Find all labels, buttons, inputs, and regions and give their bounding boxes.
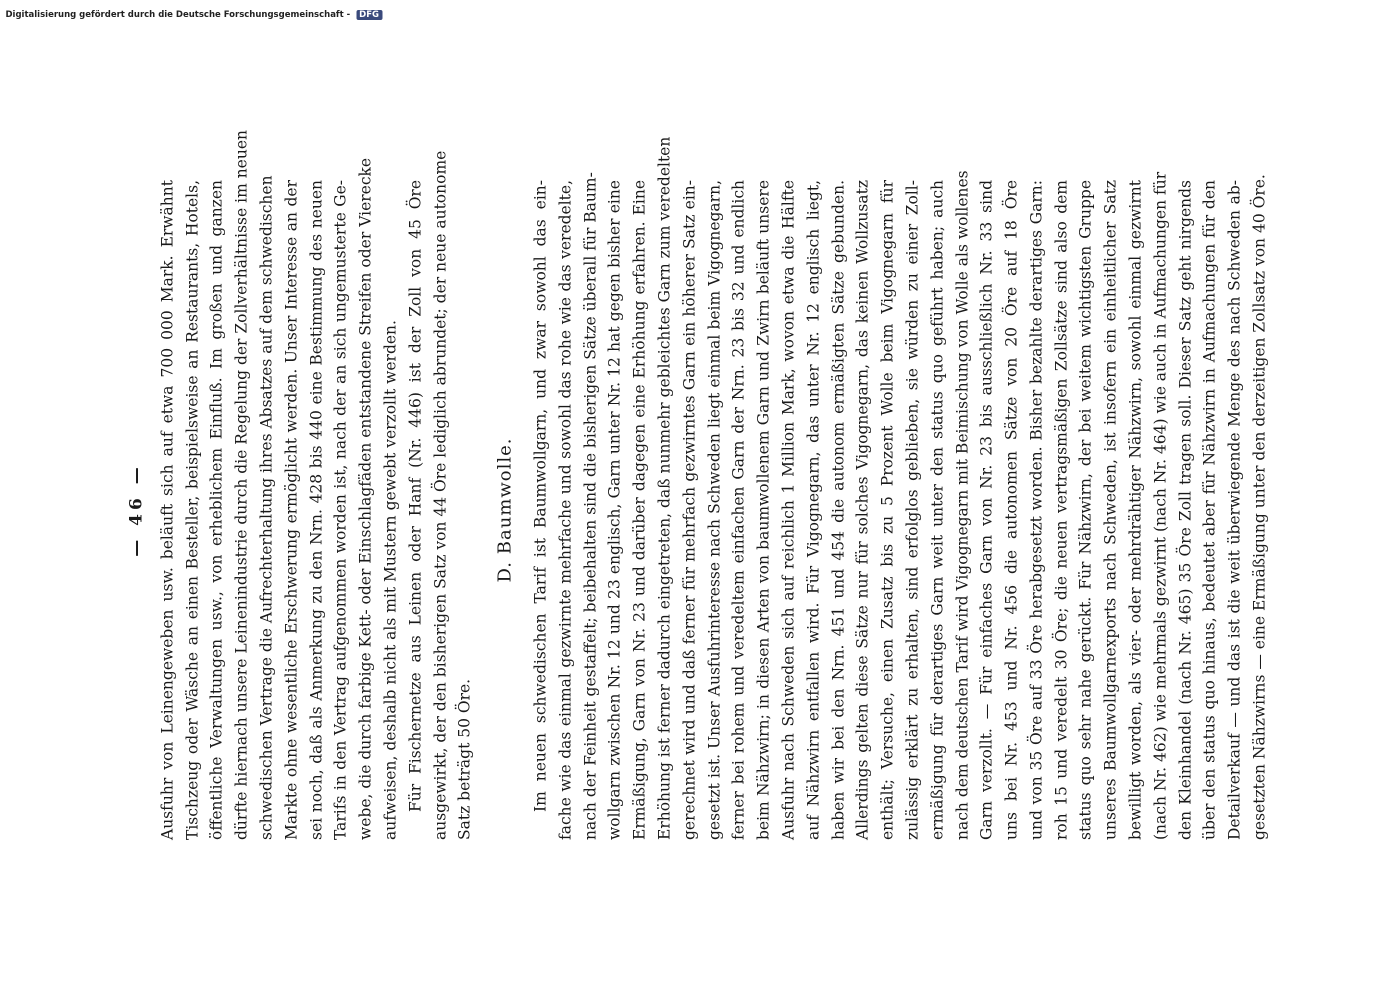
- text-line: fache wie das einmal gezwirnte mehrfache und sowohl das rohe wie das veredelte,: [556, 180, 575, 840]
- text-line: Allerdings gelten diese Sätze nur für solches Vigognegarn, das keinen Wollzusatz: [853, 180, 872, 840]
- text-line: schwedischen Vertrage die Aufrechterhaltung ihres Absatzes auf dem schwedischen: [257, 175, 276, 840]
- digitization-note-text: Digitalisierung gefördert durch die Deutsche Forschungsgemeinschaft -: [5, 10, 351, 20]
- section-title: D. Baumwolle.: [494, 437, 516, 583]
- text-line: Ausfuhr von Leinengeweben usw. beläuft sich auf etwa 700 000 Mark. Erwähnt: [158, 180, 177, 840]
- text-line: gerechnet wird und daß ferner für mehrfach gezwirntes Garn ein höherer Satz ein-: [680, 180, 699, 840]
- paragraph-baumwolle: [528, 136, 1272, 840]
- digitization-note: [6, 2, 396, 18]
- text-line: gesetzt ist. Unser Ausfuhrinteresse nach Schweden liegt einmal beim Vigognegarn,: [705, 180, 724, 840]
- paragraph-leinen: [155, 130, 403, 840]
- text-line: aufweisen, deshalb nicht als mit Mustern gewebt verzollt werden.: [381, 320, 400, 840]
- dfg-logo-badge: DFG: [356, 10, 382, 20]
- text-line: den Kleinhandel (nach Nr. 465) 35 Öre Zoll tragen soll. Dieser Satz geht nirgends: [1176, 180, 1195, 840]
- text-line: Für Fischernetze aus Leinen oder Hanf (Nr. 446) ist der Zoll von 45 Öre: [406, 180, 425, 812]
- page-body: [125, 130, 1273, 840]
- text-line: auf Nähzwirn entfallen wird. Für Vigognegarn, das unter Nr. 12 englisch liegt,: [804, 180, 823, 840]
- text-line: gesetzten Nähzwirns — eine Ermäßigung unter den derzeitigen Zollsatz von 40 Öre.: [1250, 174, 1269, 840]
- text-line: haben wir bei den Nrn. 451 und 454 die autonom ermäßigten Sätze gebunden.: [829, 180, 848, 840]
- page-number: — 46 —: [126, 463, 147, 557]
- text-line: Garn verzollt. — Für einfaches Garn von Nr. 23 bis ausschließlich Nr. 33 sind: [977, 180, 996, 840]
- text-line: webe, die durch farbige Kett- oder Einschlagfäden entstandene Streifen oder Vierecke: [356, 157, 375, 840]
- text-line: Satz beträgt 50 Öre.: [455, 678, 474, 840]
- text-line: (nach Nr. 462) wie mehrmals gezwirnt (nach Nr. 464) wie auch in Aufmachungen für: [1151, 171, 1170, 840]
- paragraph-fischernetze: [403, 150, 477, 840]
- text-line: beim Nähzwirn; in diesen Arten von baumwollenem Garn und Zwirn beläuft unsere: [754, 180, 773, 840]
- text-line: Ausfuhr nach Schweden sich auf reichlich 1 Million Mark, wovon etwa die Hälfte: [779, 180, 798, 840]
- text-line: sei noch, daß als Anmerkung zu den Nrn. 428 bis 440 eine Bestimmung des neuen: [307, 180, 326, 840]
- text-line: Tischzeug oder Wäsche an einen Besteller, beispielsweise an Restaurants, Hotels,: [183, 180, 202, 840]
- text-line: Erhöhung ist ferner dadurch eingetreten, daß nunmehr gebleichtes Garn zum veredelten: [655, 136, 674, 840]
- text-line: ausgewirkt, der den bisherigen Satz von 44 Öre lediglich abrundet; der neue autonome: [431, 150, 450, 840]
- text-line: öffentliche Verwaltungen usw., von erheblichem Einfluß. Im großen und ganzen: [207, 180, 226, 840]
- text-line: Im neuen schwedischen Tarif ist Baumwollgarn, und zwar sowohl das ein-: [531, 180, 550, 812]
- text-line: roh 15 und veredelt 30 Öre; die neuen vertragsmäßigen Zollsätze sind also dem: [1052, 180, 1071, 840]
- text-line: enthält; Versuche, einen Zusatz bis zu 5 Prozent Wolle beim Vigognegarn für: [878, 180, 897, 840]
- text-line: dürfte hiernach unsere Leinenindustrie durch die Regelung der Zollverhältnisse im neuen: [232, 130, 251, 840]
- text-line: und von 35 Öre auf 33 Öre herabgesetzt worden. Bisher bezahlte derartiges Garn:: [1027, 180, 1046, 840]
- text-line: bewilligt worden, als vier- oder mehrdrähtiger Nähzwirn, sowohl einmal gezwirnt: [1126, 180, 1145, 840]
- text-line: Ermäßigung, Garn von Nr. 23 und darüber dagegen eine Erhöhung erfahren. Eine: [630, 180, 649, 840]
- text-line: ermäßigung für derartiges Garn weit unter den status quo geführt haben; auch: [928, 180, 947, 840]
- text-line: ferner bei rohem und veredeltem einfachen Garn der Nrn. 23 bis 32 und endlich: [729, 180, 748, 840]
- text-line: uns bei Nr. 453 und Nr. 456 die autonomen Sätze von 20 Öre auf 18 Öre: [1002, 180, 1021, 840]
- text-line: über den status quo hinaus, bedeutet aber für Nähzwirn in Aufmachungen für den: [1200, 180, 1219, 840]
- text-line: nach dem deutschen Tarif wird Vigognegarn mit Beimischung von Wolle als wollenes: [953, 170, 971, 840]
- text-line: status quo sehr nahe gerückt. Für Nähzwirn, der bei weitem wichtigsten Gruppe: [1076, 180, 1095, 840]
- text-line: Tarifs in den Vertrag aufgenommen worden ist, nach der an sich ungemusterte Ge-: [331, 180, 350, 840]
- text-line: Detailverkauf — und das ist die weit überwiegende Menge des nach Schweden ab-: [1225, 180, 1244, 840]
- text-line: nach der Feinheit gestaffelt; beibehalten sind die bisherigen Sätze überall für Baum-: [581, 172, 600, 840]
- text-line: zulässig erklärt zu erhalten, sind erfolglos geblieben, sie würden zu einer Zoll-: [903, 180, 922, 840]
- text-line: wollgarn zwischen Nr. 12 und 23 englisch, Garn unter Nr. 12 hat gegen bisher eine: [605, 180, 624, 840]
- text-line: unseres Baumwollgarnexports nach Schweden, ist insofern ein einheitlicher Satz: [1101, 180, 1120, 840]
- text-line: Markte ohne wesentliche Erschwerung ermöglicht werden. Unser Interesse an der: [282, 180, 301, 840]
